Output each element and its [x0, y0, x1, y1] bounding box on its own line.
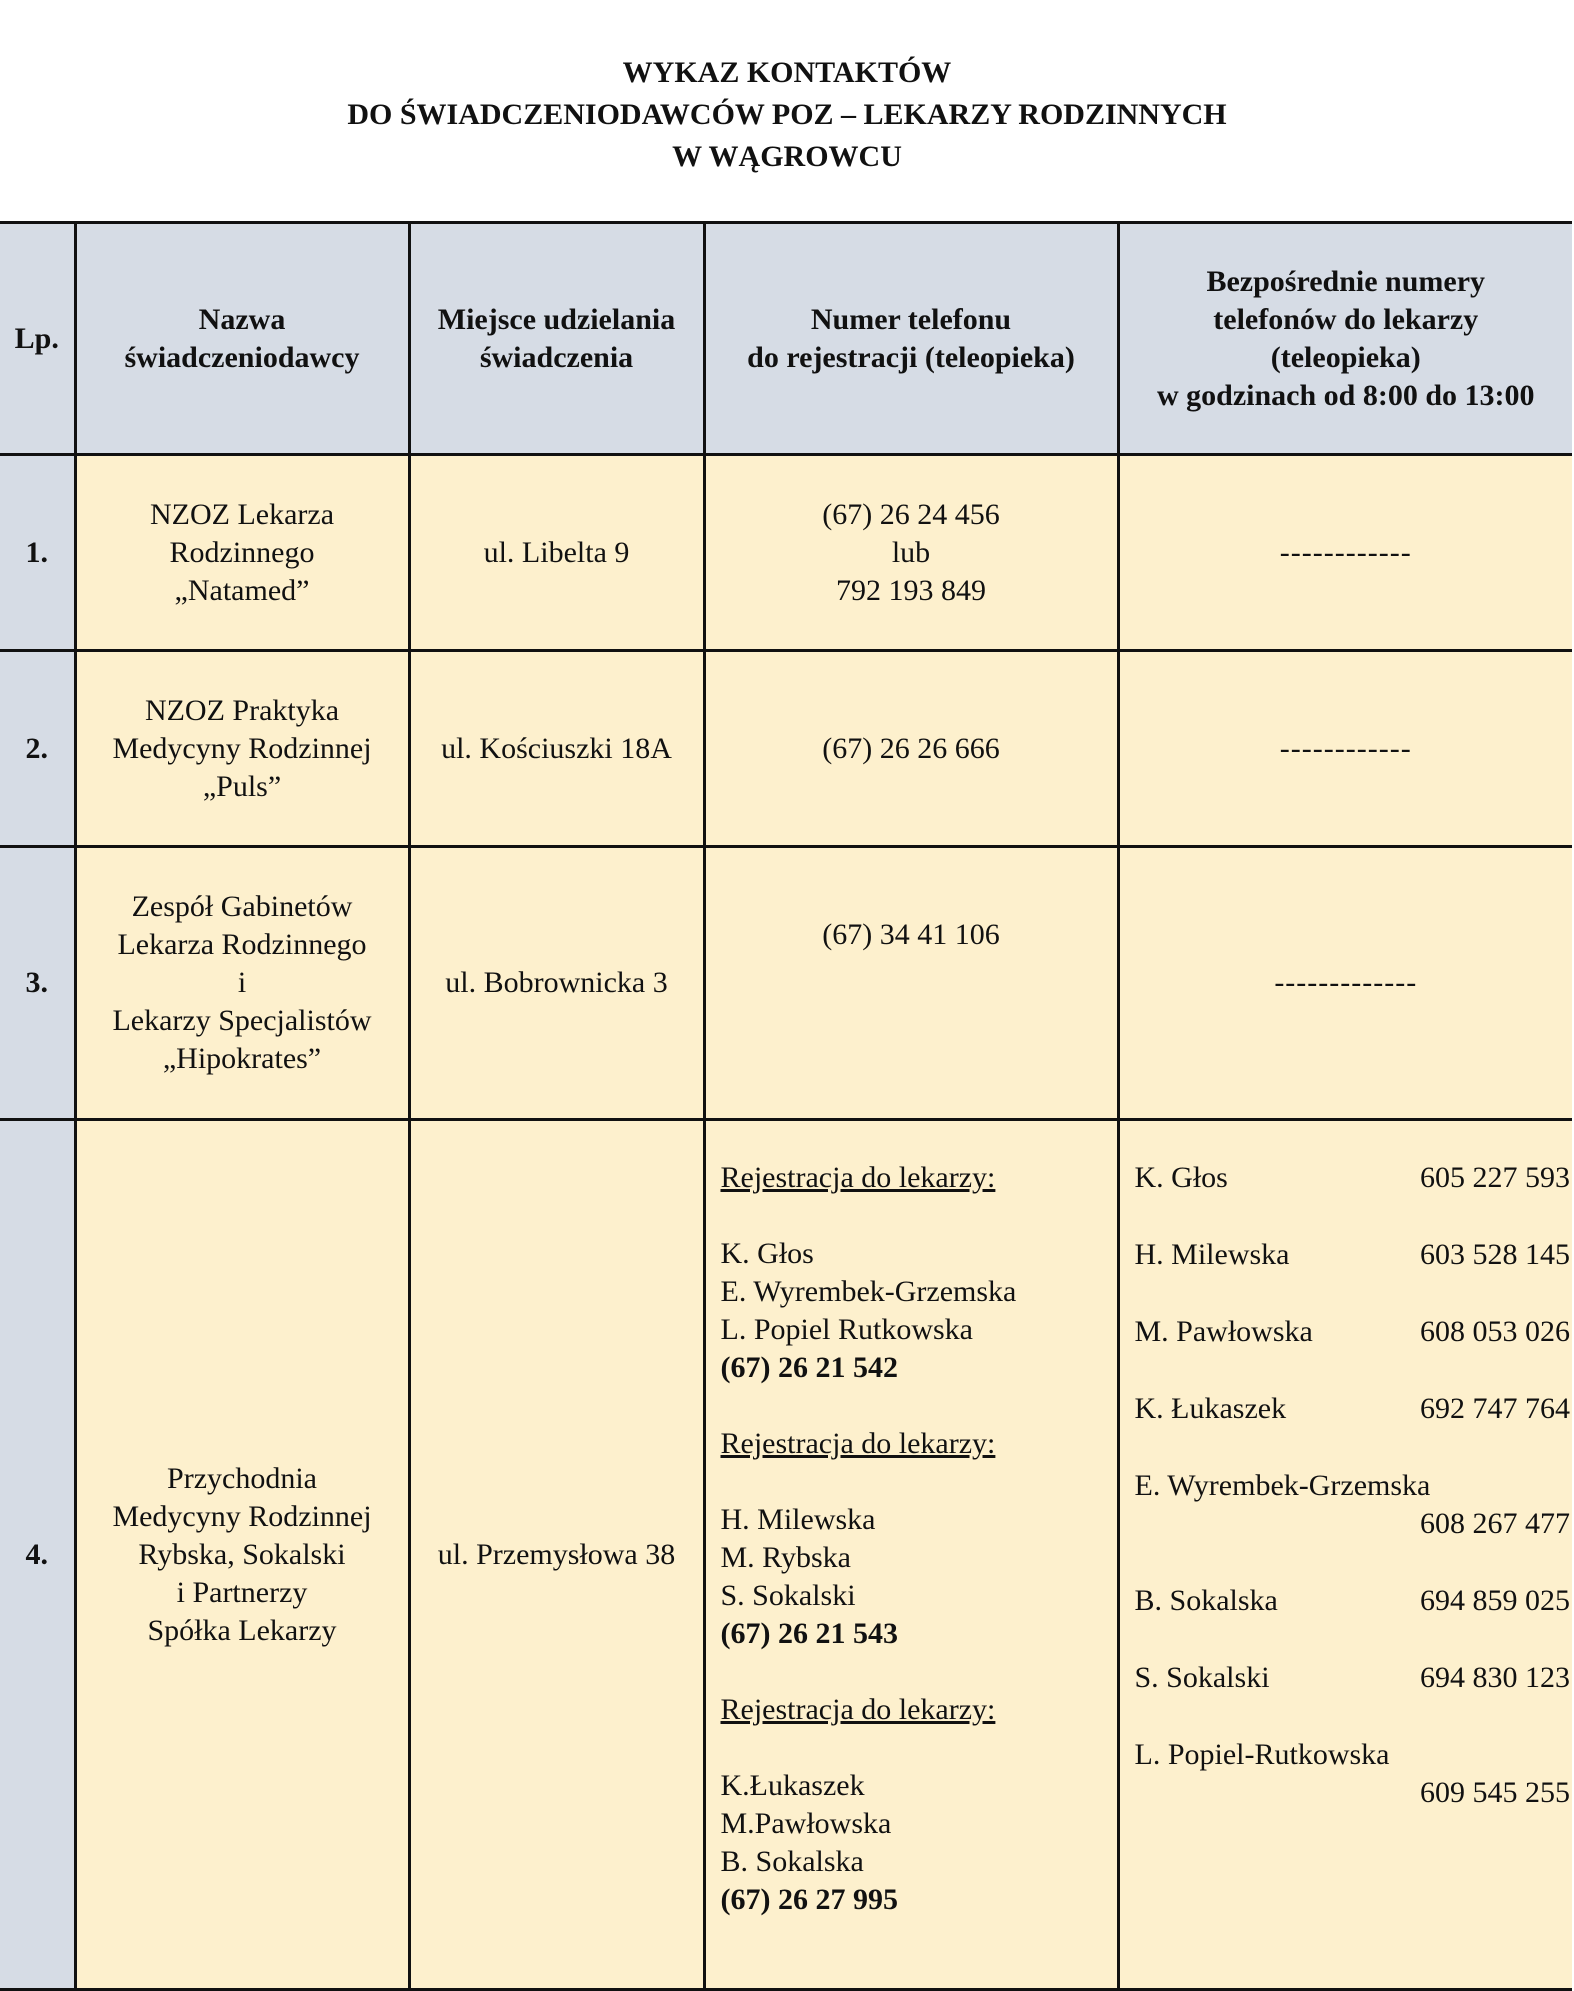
- registration-heading: Rejestracja do lekarzy:: [720, 1693, 996, 1726]
- provider-name: Zespół Gabinetów Lekarza Rodzinnego i Lekarzy Specjalistów „Hipokrates”: [75, 847, 409, 1120]
- doctor-name: S. Sokalski: [1134, 1661, 1270, 1694]
- direct-phones-empty: -------------: [1118, 847, 1572, 1120]
- registration-phone: (67) 34 41 106: [704, 847, 1118, 1120]
- doctor-name: B. Sokalska: [1134, 1584, 1278, 1617]
- row-number: 1.: [0, 455, 75, 651]
- doctor-phone: 694 859 025: [1420, 1584, 1570, 1617]
- header-lp: Lp.: [0, 223, 75, 455]
- registration-doctor: B. Sokalska: [720, 1845, 864, 1878]
- doctor-phone: 694 830 123: [1420, 1661, 1570, 1694]
- title-line-3: W WĄGROWCU: [672, 140, 902, 173]
- doctor-phone: 608 267 477: [1420, 1507, 1570, 1540]
- provider-address: ul. Bobrownicka 3: [409, 847, 704, 1120]
- header-registration-phone: Numer telefonu do rejestracji (teleopieka): [704, 223, 1118, 455]
- doctor-name: L. Popiel-Rutkowska: [1134, 1738, 1390, 1771]
- registration-group: [721, 1159, 1117, 1387]
- direct-contact: [1120, 1313, 1573, 1351]
- direct-contact: [1120, 1159, 1573, 1197]
- doctor-phone: 692 747 764: [1420, 1392, 1570, 1425]
- table-row: [0, 1120, 1572, 1990]
- header-row: [0, 223, 1572, 455]
- doctor-phone: 603 528 145: [1420, 1238, 1570, 1271]
- registration-heading: Rejestracja do lekarzy:: [720, 1427, 996, 1460]
- provider-address: ul. Przemysłowa 38: [409, 1120, 704, 1990]
- registration-groups: [704, 1120, 1118, 1990]
- doctor-phone: 609 545 255: [1420, 1776, 1570, 1809]
- registration-phone: (67) 26 26 666: [704, 651, 1118, 847]
- registration-group: [721, 1691, 1117, 1919]
- provider-address: ul. Libelta 9: [409, 455, 704, 651]
- direct-contact: [1120, 1467, 1573, 1543]
- row-number: 4.: [0, 1120, 75, 1990]
- doctor-name: K. Głos: [1134, 1161, 1228, 1194]
- row-number: 2.: [0, 651, 75, 847]
- direct-contact: [1120, 1659, 1573, 1697]
- direct-contacts: [1118, 1120, 1572, 1990]
- provider-address: ul. Kościuszki 18A: [409, 651, 704, 847]
- registration-doctor: K.Łukaszek: [720, 1769, 865, 1802]
- direct-phones-empty: ------------: [1118, 651, 1572, 847]
- provider-name: NZOZ Praktyka Medycyny Rodzinnej „Puls”: [75, 651, 409, 847]
- registration-doctor: M. Rybska: [720, 1541, 851, 1574]
- registration-group-phone: (67) 26 21 543: [720, 1617, 898, 1650]
- header-provider-name: Nazwa świadczeniodawcy: [75, 223, 409, 455]
- doctor-name: H. Milewska: [1134, 1238, 1290, 1271]
- provider-name: Przychodnia Medycyny Rodzinnej Rybska, Sokalski i Partnerzy Spółka Lekarzy: [75, 1120, 409, 1990]
- direct-contact: [1120, 1236, 1573, 1274]
- registration-doctor: S. Sokalski: [720, 1579, 856, 1612]
- row-number: 3.: [0, 847, 75, 1120]
- doctor-name: E. Wyrembek-Grzemska: [1134, 1469, 1431, 1502]
- direct-contact: [1120, 1582, 1573, 1620]
- table-row: [0, 847, 1572, 1120]
- direct-contact: [1120, 1736, 1573, 1812]
- registration-doctor: L. Popiel Rutkowska: [720, 1313, 973, 1346]
- title-line-2: DO ŚWIADCZENIODAWCÓW POZ – LEKARZY RODZINNYCH: [347, 98, 1227, 131]
- header-direct-phones: Bezpośrednie numery telefonów do lekarzy (teleopieka) w godzinach od 8:00 do 13:00: [1118, 223, 1572, 455]
- doctor-phone: 608 053 026: [1420, 1315, 1570, 1348]
- registration-heading: Rejestracja do lekarzy:: [720, 1161, 996, 1194]
- registration-group: [721, 1425, 1117, 1653]
- registration-doctor: K. Głos: [720, 1237, 814, 1270]
- registration-doctor: E. Wyrembek-Grzemska: [720, 1275, 1017, 1308]
- doctor-phone: 605 227 593: [1420, 1161, 1570, 1194]
- doctor-name: K. Łukaszek: [1134, 1392, 1287, 1425]
- table-row: [0, 455, 1572, 651]
- direct-phones-empty: ------------: [1118, 455, 1572, 651]
- document-title: [0, 52, 1574, 178]
- registration-group-phone: (67) 26 21 542: [720, 1351, 898, 1384]
- title-line-1: WYKAZ KONTAKTÓW: [622, 56, 952, 89]
- registration-doctor: H. Milewska: [720, 1503, 876, 1536]
- direct-contact: [1120, 1390, 1573, 1428]
- registration-group-phone: (67) 26 27 995: [720, 1883, 898, 1916]
- provider-name: NZOZ Lekarza Rodzinnego „Natamed”: [75, 455, 409, 651]
- table-row: [0, 651, 1572, 847]
- registration-doctor: M.Pawłowska: [720, 1807, 892, 1840]
- header-location: Miejsce udzielania świadczenia: [409, 223, 704, 455]
- registration-phone: (67) 26 24 456 lub 792 193 849: [704, 455, 1118, 651]
- contacts-table: [0, 221, 1572, 1991]
- doctor-name: M. Pawłowska: [1134, 1315, 1313, 1348]
